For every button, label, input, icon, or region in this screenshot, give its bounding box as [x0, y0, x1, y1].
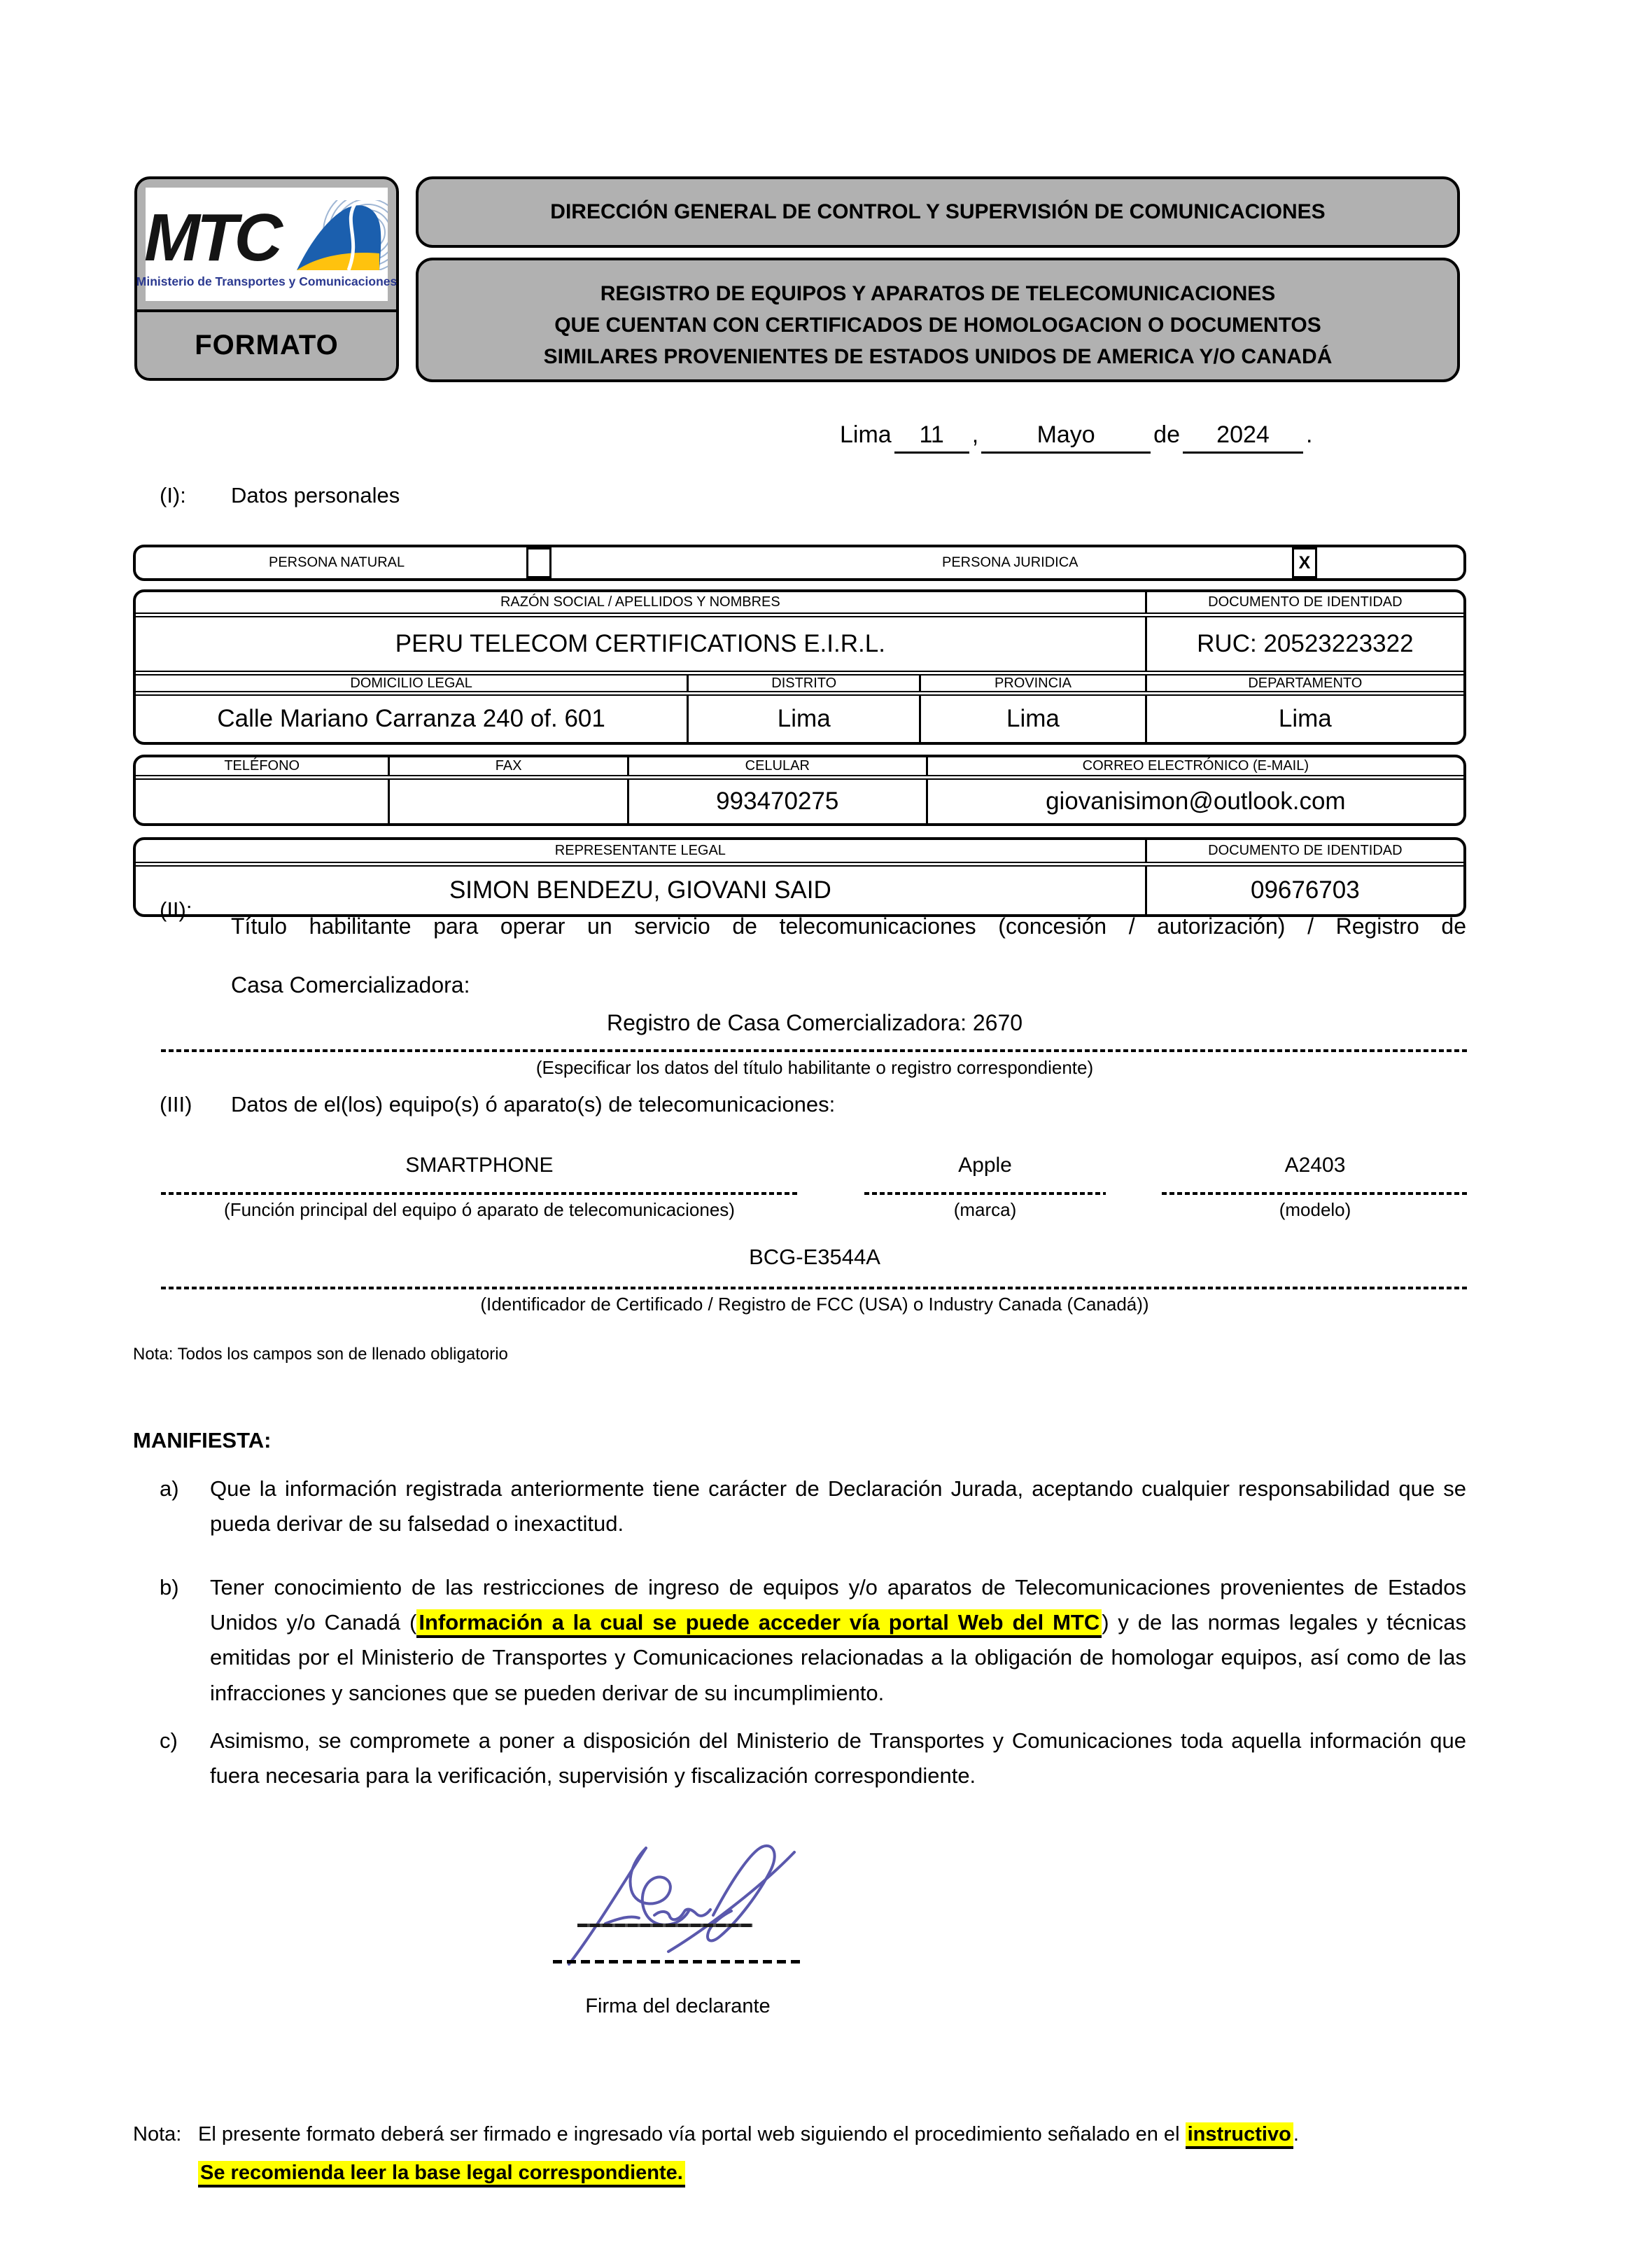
footer-note-label: Nota: [133, 2123, 182, 2146]
section2-dashed-line [161, 1049, 1468, 1052]
celular-header: CELULAR [627, 757, 926, 775]
funcion-dashed-line [161, 1192, 798, 1195]
razon-social-value: PERU TELECOM CERTIFICATIONS E.I.R.L. [395, 630, 885, 657]
domicilio-value: Calle Mariano Carranza 240 of. 601 [217, 705, 605, 732]
correo-header: CORREO ELECTRÓNICO (E-MAIL) [926, 757, 1463, 775]
distrito-header: DISTRITO [687, 676, 919, 691]
section2-label: (II): [160, 897, 192, 922]
funcion-value: SMARTPHONE [405, 1154, 554, 1177]
section3-heading [160, 1092, 835, 1117]
distrito-value: Lima [687, 696, 919, 742]
telefono-value [136, 780, 388, 823]
item-b-text: Tener conocimiento de las restricciones de ingreso de equipos y/o aparatos de Telecomunicaciones provenientes de Estados Unidos y/o Canadá (Información a la cual se puede acceder vía portal Web del MTC) y de las normas legales y técnicas emitidas por el Ministerio de Transportes y Comunicaciones relacionadas a la obligación de homologar equipos, así como de las infracciones y sanciones que se pueden derivar de su incumplimiento. [210, 1575, 1466, 1705]
funcion-caption: (Función principal del equipo ó aparato de telecomunicaciones) [224, 1199, 735, 1220]
section1-heading [160, 483, 400, 508]
documento-header: DOCUMENTO DE IDENTIDAD [1145, 592, 1463, 612]
footer-note [133, 2115, 1466, 2192]
cert-value: BCG-E3544A [749, 1245, 880, 1269]
section2-caption: (Especificar los datos del título habilitante o registro correspondiente) [535, 1057, 1094, 1078]
correo-value: giovanisimon@outlook.com [926, 780, 1463, 823]
formato-label: FORMATO [195, 329, 339, 360]
signature-dashed-line [553, 1960, 803, 1963]
personal-data-table [133, 545, 1466, 917]
section2-line1: Título habilitante para operar un servicio de telecomunicaciones (concesión / autorización) / Registro de [231, 913, 1466, 939]
provincia-value: Lima [919, 696, 1144, 742]
item-a-label: a) [160, 1476, 179, 1501]
razon-social-header: RAZÓN SOCIAL / APELLIDOS Y NOMBRES [500, 594, 780, 610]
date-day: 11 [894, 421, 969, 454]
fax-header: FAX [388, 757, 626, 775]
cert-dashed-line [161, 1287, 1468, 1289]
item-a-text: Que la información registrada anteriormente tiene carácter de Declaración Jurada, aceptando cualquier responsabilidad que se pueda derivar de su falsedad o inexactitud. [210, 1476, 1466, 1536]
domicilio-header: DOMICILIO LEGAL [350, 675, 472, 691]
manifiesta-item-a [160, 1471, 1466, 1541]
manifiesta-item-b [160, 1570, 1466, 1711]
ministry-name: Ministerio de Transportes y Comunicaciones [136, 274, 398, 288]
persona-type-row [133, 545, 1466, 581]
item-c-label: c) [160, 1728, 178, 1753]
mtc-logo-icon [144, 200, 389, 273]
date-year: 2024 [1183, 421, 1303, 454]
modelo-caption: (modelo) [1279, 1199, 1351, 1220]
registro-casa-value: Registro de Casa Comercializadora: 2670 [606, 1010, 1023, 1035]
item-c-text: Asimismo, se compromete a poner a disposición del Ministerio de Transportes y Comunicaciones toda aquella información que fuera necesaria para la verificación, supervisión y fiscalización correspondiente. [210, 1728, 1466, 1788]
telefono-header: TELÉFONO [224, 758, 300, 774]
persona-juridica-checkbox[interactable]: X [1292, 547, 1317, 578]
date-de: de [1153, 421, 1180, 448]
section2-line2: Casa Comercializadora: [231, 972, 470, 997]
documento-value: RUC: 20523223322 [1145, 617, 1463, 671]
section1-title: Datos personales [231, 483, 400, 507]
signature-caption: Firma del declarante [585, 1995, 771, 2017]
section3-title: Datos de el(los) equipo(s) ó aparato(s) de telecomunicaciones: [231, 1092, 836, 1116]
signature-baseline [577, 1924, 752, 1927]
persona-natural-label: PERSONA NATURAL [269, 554, 405, 570]
persona-natural-checkbox[interactable] [526, 547, 551, 578]
instructivo-link[interactable]: instructivo [1186, 2122, 1293, 2149]
title2-line2: QUE CUENTAN CON CERTIFICADOS DE HOMOLOGACION O DOCUMENTOS [554, 313, 1321, 337]
marca-value: Apple [958, 1154, 1012, 1177]
section2-heading [160, 897, 1466, 1015]
equip-funcion-field [161, 1154, 798, 1221]
date-month: Mayo [981, 421, 1151, 454]
base-legal-note: Se recomienda leer la base legal correspondiente. [198, 2161, 685, 2188]
title2-line3: SIMILARES PROVENIENTES DE ESTADOS UNIDOS DE AMERICA Y/O CANADÁ [543, 344, 1333, 368]
svg-text:MTC: MTC [144, 200, 279, 273]
fax-value [388, 780, 626, 823]
mtc-logo [136, 188, 398, 301]
persona-juridica-label: PERSONA JURIDICA [942, 554, 1079, 570]
provincia-header: PROVINCIA [919, 676, 1144, 691]
header-title-direccion: DIRECCIÓN GENERAL DE CONTROL Y SUPERVISIÓN DE COMUNICACIONES [416, 176, 1460, 248]
manifiesta-title: MANIFIESTA: [133, 1428, 272, 1452]
date-city: Lima [840, 421, 892, 448]
equip-cert-field [161, 1245, 1468, 1315]
representante-value: SIMON BENDEZU, GIOVANI SAID [449, 876, 831, 904]
title2-line1: REGISTRO DE EQUIPOS Y APARATOS DE TELECOMUNICACIONES [600, 281, 1276, 305]
modelo-value: A2403 [1284, 1154, 1346, 1177]
header-title-registro [416, 258, 1460, 382]
contact-box [133, 755, 1466, 826]
company-box [133, 589, 1466, 745]
documento2-value: 09676703 [1145, 867, 1463, 914]
item-b-label: b) [160, 1575, 179, 1600]
mtc-portal-link[interactable]: Información a la cual se puede acceder vía portal Web del MTC [416, 1609, 1102, 1638]
footer-note-text: El presente formato deberá ser firmado e ingresado vía portal web siguiendo el procedimiento señalado en el instructivo . Se recomienda leer la base legal correspondiente. [198, 2115, 1466, 2192]
cert-caption: (Identificador de Certificado / Registro de FCC (USA) o Industry Canada (Canadá)) [480, 1294, 1149, 1315]
signature-icon [563, 1840, 808, 1969]
fields-note: Nota: Todos los campos son de llenado obligatorio [133, 1345, 508, 1364]
marca-caption: (marca) [953, 1199, 1017, 1220]
departamento-header: DEPARTAMENTO [1145, 676, 1463, 691]
documento2-header: DOCUMENTO DE IDENTIDAD [1145, 840, 1463, 862]
date-line: Lima 11 , Mayo de 2024 . [837, 421, 1315, 454]
manifiesta-item-c [160, 1723, 1466, 1793]
section3-label: (III) [160, 1092, 192, 1116]
marca-dashed-line [864, 1192, 1106, 1195]
header-logo-box [134, 176, 399, 381]
celular-value: 993470275 [627, 780, 926, 823]
representante-header: REPRESENTANTE LEGAL [554, 843, 726, 858]
section1-label: (I): [160, 483, 186, 507]
modelo-dashed-line [1162, 1192, 1468, 1195]
departamento-value: Lima [1145, 696, 1463, 742]
equip-modelo-field [1162, 1154, 1468, 1221]
equip-marca-field [864, 1154, 1106, 1221]
